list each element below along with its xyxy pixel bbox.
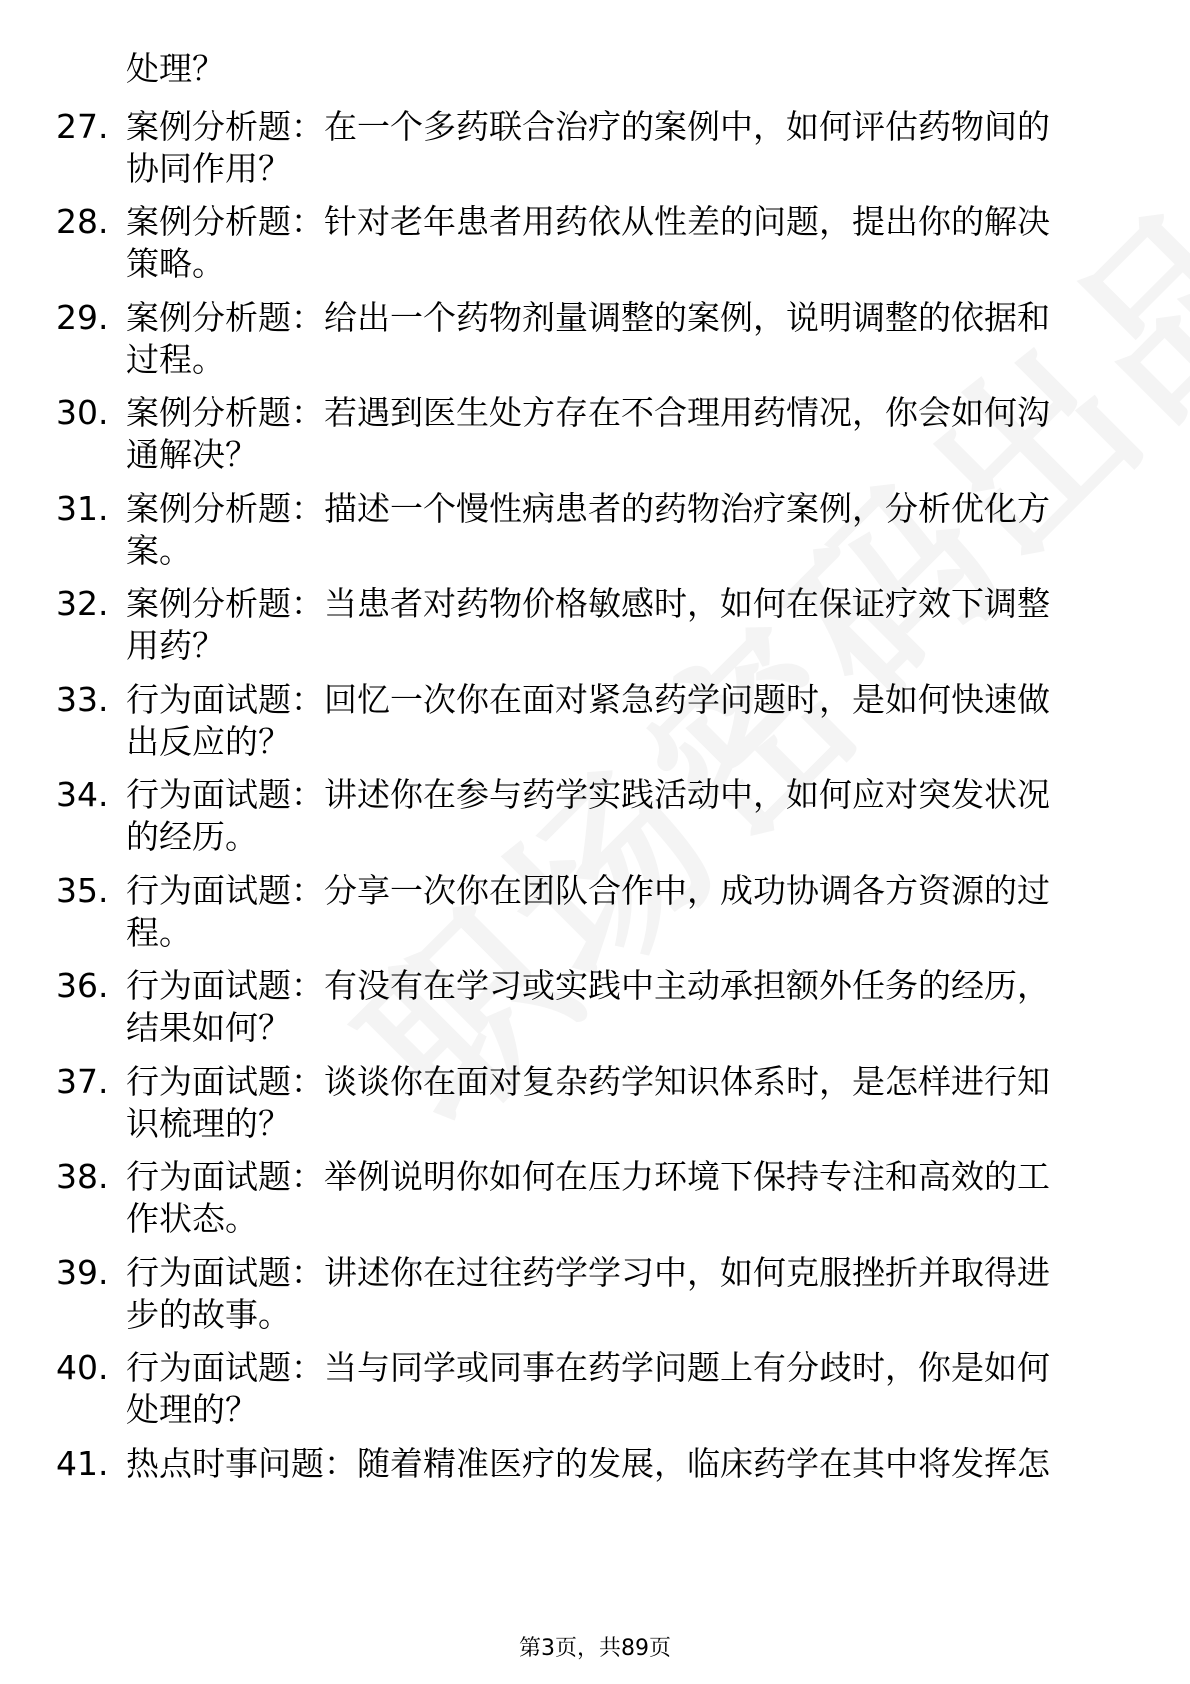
question-text-continued: 程。 xyxy=(126,913,192,952)
question-text-continued: 识梳理的？ xyxy=(126,1104,291,1143)
question-text-continued: 通解决？ xyxy=(126,435,258,474)
question-text-continued: 的经历。 xyxy=(126,817,258,856)
question-number: 31. xyxy=(56,489,109,528)
question-text-continued: 协同作用？ xyxy=(126,149,291,188)
question-text-continued: 用药？ xyxy=(126,626,225,665)
question-item xyxy=(0,297,1190,387)
question-text-continued: 处理的？ xyxy=(126,1390,258,1429)
question-text: 行为面试题：回忆一次你在面对紧急药学问题时，是如何快速做 xyxy=(126,680,1050,719)
question-text: 案例分析题：针对老年患者用药依从性差的问题，提出你的解决 xyxy=(126,202,1050,241)
question-text: 行为面试题：谈谈你在面对复杂药学知识体系时，是怎样进行知 xyxy=(126,1062,1050,1101)
question-text-continued: 结果如何？ xyxy=(126,1008,291,1047)
question-text-continued: 策略。 xyxy=(126,244,225,283)
question-item xyxy=(0,106,1190,196)
question-item xyxy=(0,679,1190,769)
question-item xyxy=(0,1347,1190,1437)
question-number: 35. xyxy=(56,871,109,910)
question-text: 案例分析题：给出一个药物剂量调整的案例，说明调整的依据和 xyxy=(126,298,1050,337)
question-text-continued: 案。 xyxy=(126,531,192,570)
continued-text: 处理？ xyxy=(126,49,225,88)
question-item xyxy=(0,1252,1190,1342)
question-number: 29. xyxy=(56,298,109,337)
question-text: 行为面试题：有没有在学习或实践中主动承担额外任务的经历， xyxy=(126,966,1050,1005)
question-text-continued: 出反应的？ xyxy=(126,722,291,761)
question-number: 36. xyxy=(56,966,109,1005)
question-text: 行为面试题：讲述你在过往药学学习中，如何克服挫折并取得进 xyxy=(126,1253,1050,1292)
question-text: 行为面试题：举例说明你如何在压力环境下保持专注和高效的工 xyxy=(126,1157,1050,1196)
question-text: 案例分析题：描述一个慢性病患者的药物治疗案例，分析优化方 xyxy=(126,489,1050,528)
question-item xyxy=(0,583,1190,673)
question-item xyxy=(0,201,1190,291)
question-text: 行为面试题：分享一次你在团队合作中，成功协调各方资源的过 xyxy=(126,871,1050,910)
question-number: 27. xyxy=(56,107,109,146)
question-item xyxy=(0,1061,1190,1151)
question-text-continued: 作状态。 xyxy=(126,1199,258,1238)
question-number: 40. xyxy=(56,1348,109,1387)
question-number: 28. xyxy=(56,202,109,241)
question-number: 39. xyxy=(56,1253,109,1292)
page-footer: 第3页，共89页 xyxy=(519,1636,671,1661)
question-item xyxy=(0,774,1190,864)
question-number: 32. xyxy=(56,584,109,623)
question-number: 34. xyxy=(56,775,109,814)
question-number: 33. xyxy=(56,680,109,719)
question-text-continued: 过程。 xyxy=(126,340,225,379)
question-number: 38. xyxy=(56,1157,109,1196)
question-item xyxy=(0,1156,1190,1246)
question-text: 案例分析题：当患者对药物价格敏感时，如何在保证疗效下调整 xyxy=(126,584,1050,623)
question-item xyxy=(0,488,1190,578)
question-text-continued: 步的故事。 xyxy=(126,1295,291,1334)
question-text: 热点时事问题：随着精准医疗的发展，临床药学在其中将发挥怎 xyxy=(126,1444,1050,1483)
question-item xyxy=(0,965,1190,1055)
question-item xyxy=(0,392,1190,482)
question-text: 行为面试题：当与同学或同事在药学问题上有分歧时，你是如何 xyxy=(126,1348,1050,1387)
question-text: 案例分析题：若遇到医生处方存在不合理用药情况，你会如何沟 xyxy=(126,393,1050,432)
question-number: 30. xyxy=(56,393,109,432)
question-item xyxy=(0,1443,1190,1533)
question-text: 案例分析题：在一个多药联合治疗的案例中，如何评估药物间的 xyxy=(126,107,1050,146)
question-item xyxy=(0,870,1190,960)
question-number: 41. xyxy=(56,1444,109,1483)
question-number: 37. xyxy=(56,1062,109,1101)
question-text: 行为面试题：讲述你在参与药学实践活动中，如何应对突发状况 xyxy=(126,775,1050,814)
